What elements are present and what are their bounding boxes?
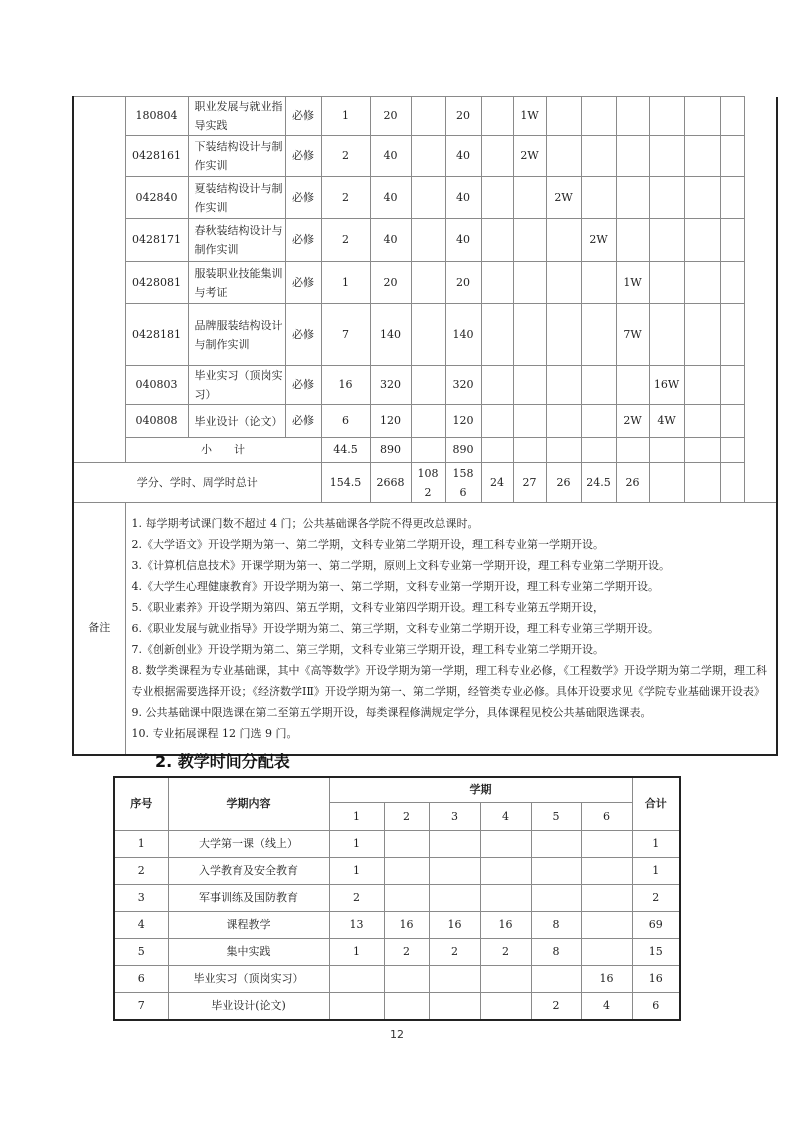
row-content: 大学第一课（线上）	[168, 831, 329, 858]
total-semester-1: 24	[481, 463, 513, 503]
course-plan-table	[72, 96, 778, 756]
semester-6-cell	[649, 219, 684, 262]
category-cell	[73, 438, 125, 463]
row-content: 入学教育及安全教育	[168, 858, 329, 885]
course-practice-hours: 20	[445, 97, 481, 136]
row-no: 7	[114, 993, 168, 1021]
semester-4-cell	[581, 438, 616, 463]
row-content: 毕业设计(论文)	[168, 993, 329, 1021]
semester-8-cell	[720, 405, 744, 438]
semester-5-cell	[616, 438, 649, 463]
term-1-weeks: 1	[329, 939, 384, 966]
semester-1-cell	[481, 219, 513, 262]
semester-3-cell	[546, 262, 581, 304]
term-2-weeks	[384, 885, 429, 912]
course-name: 职业发展与就业指导实践	[188, 97, 285, 136]
row-no: 5	[114, 939, 168, 966]
term-5-weeks: 8	[531, 912, 581, 939]
page-number: 12	[390, 1028, 404, 1041]
semester-4-cell	[581, 304, 616, 366]
course-theory-hours	[411, 304, 445, 366]
total-semester-7	[684, 463, 720, 503]
total-semester-3: 26	[546, 463, 581, 503]
row-total: 1	[632, 858, 680, 885]
term-5-weeks	[531, 831, 581, 858]
term-1-weeks: 2	[329, 885, 384, 912]
term-3-weeks	[429, 993, 480, 1021]
course-theory-hours	[411, 219, 445, 262]
term-5-weeks: 2	[531, 993, 581, 1021]
semester-5-cell	[616, 366, 649, 405]
term-6-weeks	[581, 831, 632, 858]
semester-6-cell	[649, 262, 684, 304]
category-cell	[73, 405, 125, 438]
course-code: 180804	[125, 97, 188, 136]
term-3-weeks	[429, 858, 480, 885]
semester-5-cell	[616, 136, 649, 177]
course-practice-hours: 120	[445, 405, 481, 438]
category-cell	[73, 262, 125, 304]
total-semester-5: 26	[616, 463, 649, 503]
course-credit: 1	[321, 262, 370, 304]
subtotal-theory	[411, 438, 445, 463]
term-2-weeks	[384, 966, 429, 993]
semester-3-cell	[546, 366, 581, 405]
course-credit: 6	[321, 405, 370, 438]
semester-5-cell: 2W	[616, 405, 649, 438]
category-cell	[73, 136, 125, 177]
term-2-weeks	[384, 993, 429, 1021]
term-3-weeks	[429, 966, 480, 993]
semester-6-cell	[649, 136, 684, 177]
course-row	[73, 97, 777, 136]
course-row	[73, 219, 777, 262]
semester-7-cell	[684, 97, 720, 136]
semester-2-cell	[513, 366, 546, 405]
course-code: 0428171	[125, 219, 188, 262]
total-practice: 1586	[445, 463, 481, 503]
term-2: 2	[384, 803, 429, 831]
total-semester-6	[649, 463, 684, 503]
course-code: 042840	[125, 177, 188, 219]
course-name: 毕业实习（顶岗实习）	[188, 366, 285, 405]
semester-3-cell	[546, 438, 581, 463]
semester-5-cell: 1W	[616, 262, 649, 304]
term-6-weeks: 4	[581, 993, 632, 1021]
total-semester-8	[720, 463, 744, 503]
course-practice-hours: 40	[445, 136, 481, 177]
header-total: 合计	[632, 777, 680, 831]
semester-1-cell	[481, 97, 513, 136]
course-row	[73, 405, 777, 438]
semester-1-cell	[481, 366, 513, 405]
course-theory-hours	[411, 405, 445, 438]
term-4-weeks	[480, 966, 531, 993]
course-type: 必修	[285, 97, 321, 136]
semester-8-cell	[720, 219, 744, 262]
semester-8-cell	[720, 262, 744, 304]
semester-5-cell	[616, 97, 649, 136]
category-cell	[73, 304, 125, 366]
course-name: 毕业设计（论文）	[188, 405, 285, 438]
term-6-weeks	[581, 912, 632, 939]
course-practice-hours: 140	[445, 304, 481, 366]
semester-3-cell	[546, 304, 581, 366]
row-total: 15	[632, 939, 680, 966]
course-name: 夏装结构设计与制作实训	[188, 177, 285, 219]
semester-3-cell	[546, 219, 581, 262]
course-row	[73, 136, 777, 177]
semester-1-cell	[481, 438, 513, 463]
semester-3-cell	[546, 97, 581, 136]
term-6-weeks	[581, 858, 632, 885]
course-hours: 40	[370, 136, 411, 177]
course-type: 必修	[285, 136, 321, 177]
total-hours: 2668	[370, 463, 411, 503]
semester-7-cell	[684, 177, 720, 219]
row-total: 6	[632, 993, 680, 1021]
term-4-weeks: 16	[480, 912, 531, 939]
row-total: 16	[632, 966, 680, 993]
course-credit: 2	[321, 219, 370, 262]
semester-4-cell	[581, 97, 616, 136]
course-hours: 20	[370, 97, 411, 136]
category-cell	[73, 177, 125, 219]
grand-total-label: 学分、学时、周学时总计	[73, 463, 321, 503]
course-hours: 120	[370, 405, 411, 438]
course-hours: 20	[370, 262, 411, 304]
semester-7-cell	[684, 438, 720, 463]
course-credit: 16	[321, 366, 370, 405]
semester-2-cell: 1W	[513, 97, 546, 136]
semester-7-cell	[684, 304, 720, 366]
term-1-weeks	[329, 966, 384, 993]
semester-2-cell	[513, 177, 546, 219]
subtotal-hours: 890	[370, 438, 411, 463]
course-credit: 7	[321, 304, 370, 366]
note-item: 7.《创新创业》开设学期为第二、第三学期，文科专业第三学期开设，理工科专业第二学期开设。	[131, 642, 604, 656]
semester-7-cell	[684, 136, 720, 177]
total-theory: 1082	[411, 463, 445, 503]
semester-1-cell	[481, 405, 513, 438]
course-theory-hours	[411, 136, 445, 177]
term-3: 3	[429, 803, 480, 831]
semester-7-cell	[684, 405, 720, 438]
term-1-weeks	[329, 993, 384, 1021]
notes-row	[73, 503, 777, 755]
header-content: 学期内容	[168, 777, 329, 831]
semester-4-cell	[581, 366, 616, 405]
note-item: 4.《大学生心理健康教育》开设学期为第一、第二学期，文科专业第一学期开设，理工科专业第二学期开设。	[131, 579, 659, 593]
term-3-weeks	[429, 831, 480, 858]
term-4-weeks: 2	[480, 939, 531, 966]
course-hours: 40	[370, 219, 411, 262]
term-4-weeks	[480, 831, 531, 858]
note-item: 3.《计算机信息技术》开课学期为第一、第二学期，原则上文科专业第一学期开设，理工科专业第二学期开设。	[131, 558, 670, 572]
term-5-weeks: 8	[531, 939, 581, 966]
semester-5-cell	[616, 219, 649, 262]
semester-5-cell	[616, 177, 649, 219]
row-no: 3	[114, 885, 168, 912]
semester-4-cell: 2W	[581, 219, 616, 262]
course-name: 春秋装结构设计与制作实训	[188, 219, 285, 262]
term-5: 5	[531, 803, 581, 831]
note-item: 1. 每学期考试课门数不超过 4 门；公共基础课各学院不得更改总课时。	[131, 516, 479, 530]
time-row	[114, 885, 680, 912]
row-total: 69	[632, 912, 680, 939]
course-name: 品牌服装结构设计与制作实训	[188, 304, 285, 366]
course-hours: 140	[370, 304, 411, 366]
semester-3-cell	[546, 136, 581, 177]
semester-1-cell	[481, 304, 513, 366]
semester-2-cell: 2W	[513, 136, 546, 177]
semester-7-cell	[684, 366, 720, 405]
note-item: 10. 专业拓展课程 12 门选 9 门。	[131, 726, 298, 740]
course-row	[73, 177, 777, 219]
course-type: 必修	[285, 304, 321, 366]
semester-8-cell	[720, 366, 744, 405]
semester-4-cell	[581, 136, 616, 177]
semester-8-cell	[720, 438, 744, 463]
term-5-weeks	[531, 858, 581, 885]
term-4: 4	[480, 803, 531, 831]
semester-2-cell	[513, 304, 546, 366]
semester-6-cell: 16W	[649, 366, 684, 405]
semester-6-cell: 4W	[649, 405, 684, 438]
subtotal-label: 小 计	[125, 438, 321, 463]
term-2-weeks: 16	[384, 912, 429, 939]
term-1-weeks: 1	[329, 858, 384, 885]
subtotal-practice: 890	[445, 438, 481, 463]
term-1-weeks: 1	[329, 831, 384, 858]
course-hours: 320	[370, 366, 411, 405]
row-content: 毕业实习（顶岗实习）	[168, 966, 329, 993]
note-item: 6.《职业发展与就业指导》开设学期为第二、第三学期，文科专业第二学期开设，理工科专业第三学期开设。	[131, 621, 659, 635]
semester-1-cell	[481, 177, 513, 219]
semester-5-cell: 7W	[616, 304, 649, 366]
semester-3-cell: 2W	[546, 177, 581, 219]
category-cell	[73, 97, 125, 136]
semester-2-cell	[513, 405, 546, 438]
notes-content	[125, 503, 777, 755]
course-code: 0428081	[125, 262, 188, 304]
course-credit: 2	[321, 136, 370, 177]
term-6-weeks	[581, 885, 632, 912]
row-no: 2	[114, 858, 168, 885]
row-total: 1	[632, 831, 680, 858]
row-no: 6	[114, 966, 168, 993]
row-no: 1	[114, 831, 168, 858]
semester-6-cell	[649, 177, 684, 219]
semester-7-cell	[684, 262, 720, 304]
time-row	[114, 966, 680, 993]
row-content: 军事训练及国防教育	[168, 885, 329, 912]
term-4-weeks	[480, 993, 531, 1021]
header-row	[114, 777, 680, 803]
term-3-weeks	[429, 885, 480, 912]
term-2-weeks: 2	[384, 939, 429, 966]
semester-1-cell	[481, 262, 513, 304]
course-type: 必修	[285, 219, 321, 262]
semester-8-cell	[720, 136, 744, 177]
row-content: 集中实践	[168, 939, 329, 966]
semester-6-cell	[649, 438, 684, 463]
subtotal-row	[73, 438, 777, 463]
course-credit: 2	[321, 177, 370, 219]
term-3-weeks: 16	[429, 912, 480, 939]
time-row	[114, 831, 680, 858]
course-code: 0428161	[125, 136, 188, 177]
course-theory-hours	[411, 177, 445, 219]
note-item: 5.《职业素养》开设学期为第四、第五学期，文科专业第四学期开设。理工科专业第五学期开设，	[131, 600, 604, 614]
course-practice-hours: 20	[445, 262, 481, 304]
time-row	[114, 912, 680, 939]
course-name: 下装结构设计与制作实训	[188, 136, 285, 177]
subtotal-credit: 44.5	[321, 438, 370, 463]
term-6: 6	[581, 803, 632, 831]
total-semester-4: 24.5	[581, 463, 616, 503]
header-no: 序号	[114, 777, 168, 831]
semester-3-cell	[546, 405, 581, 438]
semester-4-cell	[581, 177, 616, 219]
course-name: 服装职业技能集训与考证	[188, 262, 285, 304]
course-type: 必修	[285, 262, 321, 304]
semester-6-cell	[649, 304, 684, 366]
semester-8-cell	[720, 177, 744, 219]
course-theory-hours	[411, 262, 445, 304]
course-row	[73, 262, 777, 304]
course-theory-hours	[411, 366, 445, 405]
row-no: 4	[114, 912, 168, 939]
term-2-weeks	[384, 858, 429, 885]
course-practice-hours: 40	[445, 219, 481, 262]
section-title: 2. 教学时间分配表	[155, 752, 290, 771]
semester-8-cell	[720, 304, 744, 366]
semester-7-cell	[684, 219, 720, 262]
course-code: 040803	[125, 366, 188, 405]
course-type: 必修	[285, 177, 321, 219]
course-theory-hours	[411, 97, 445, 136]
note-item: 9. 公共基础课中限选课在第二至第五学期开设，每类课程修满规定学分，具体课程见校公共基础限选课表。	[131, 705, 652, 719]
time-row	[114, 858, 680, 885]
semester-1-cell	[481, 136, 513, 177]
semester-6-cell	[649, 97, 684, 136]
course-practice-hours: 320	[445, 366, 481, 405]
term-4-weeks	[480, 858, 531, 885]
course-row	[73, 366, 777, 405]
total-semester-2: 27	[513, 463, 546, 503]
course-code: 0428181	[125, 304, 188, 366]
semester-2-cell	[513, 262, 546, 304]
semester-8-cell	[720, 97, 744, 136]
course-type: 必修	[285, 366, 321, 405]
term-3-weeks: 2	[429, 939, 480, 966]
category-cell	[73, 219, 125, 262]
semester-2-cell	[513, 438, 546, 463]
grand-total-row	[73, 463, 777, 503]
semester-4-cell	[581, 405, 616, 438]
semester-2-cell	[513, 219, 546, 262]
header-term: 学期	[329, 777, 632, 803]
semester-4-cell	[581, 262, 616, 304]
course-row	[73, 304, 777, 366]
term-4-weeks	[480, 885, 531, 912]
time-row	[114, 993, 680, 1021]
time-row	[114, 939, 680, 966]
course-practice-hours: 40	[445, 177, 481, 219]
term-5-weeks	[531, 885, 581, 912]
category-cell	[73, 366, 125, 405]
course-type: 必修	[285, 405, 321, 438]
row-total: 2	[632, 885, 680, 912]
note-item: 8. 数学类课程为专业基础课，其中《高等数学》开设学期为第一学期，理工科专业必修，《工程数学》开设学期为第二学期，理工科专业根据需要选择开设；《经济数学ⅠⅡ》开设学期为第一、第二学期，经管类专业必修。具体开设要求见《学院专业基础课开设表》	[131, 663, 767, 698]
notes-label: 备注	[73, 503, 125, 755]
term-1: 1	[329, 803, 384, 831]
course-code: 040808	[125, 405, 188, 438]
row-content: 课程教学	[168, 912, 329, 939]
term-2-weeks	[384, 831, 429, 858]
term-1-weeks: 13	[329, 912, 384, 939]
course-credit: 1	[321, 97, 370, 136]
term-5-weeks	[531, 966, 581, 993]
teaching-time-table	[113, 776, 681, 1021]
total-credit: 154.5	[321, 463, 370, 503]
note-item: 2.《大学语文》开设学期为第一、第二学期，文科专业第二学期开设，理工科专业第一学期开设。	[131, 537, 604, 551]
term-6-weeks: 16	[581, 966, 632, 993]
term-6-weeks	[581, 939, 632, 966]
course-hours: 40	[370, 177, 411, 219]
